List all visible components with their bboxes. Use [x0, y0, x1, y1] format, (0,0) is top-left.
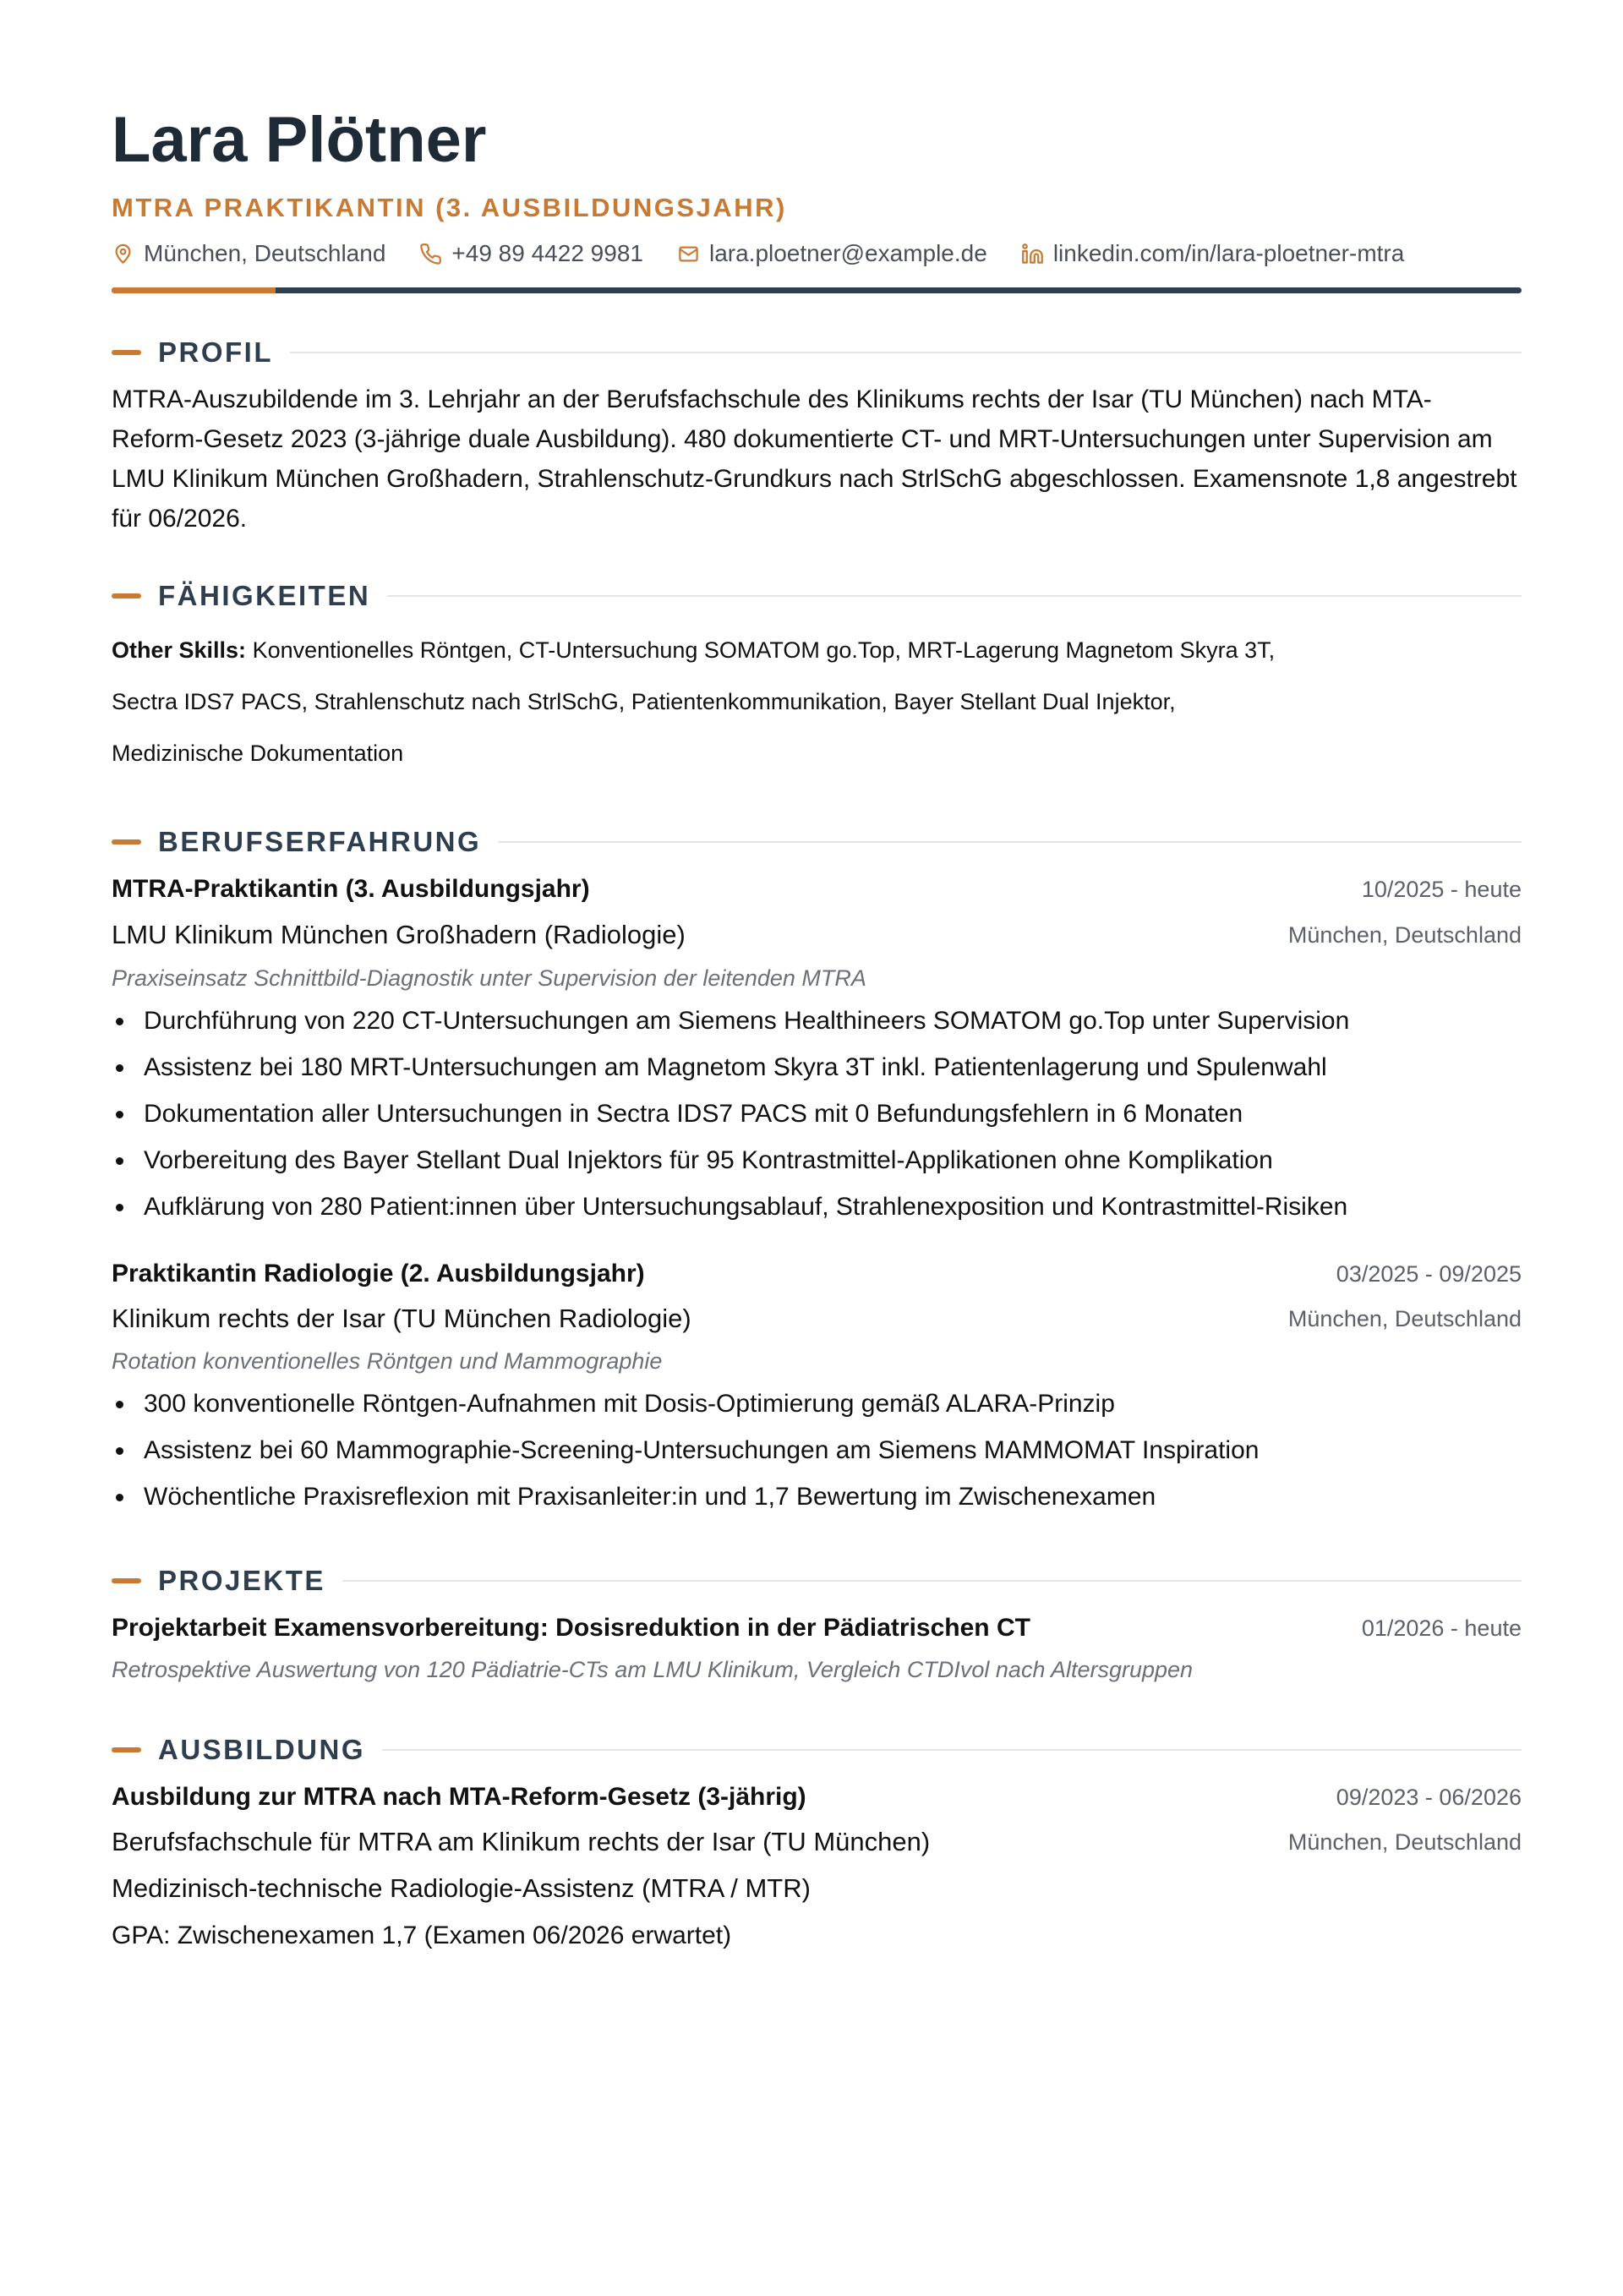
heading-accent-dash — [112, 593, 141, 599]
entry-title-row — [112, 1606, 1522, 1650]
education-entry — [112, 1775, 1522, 1960]
experience-section — [112, 823, 1522, 1520]
list-item: 300 konventionelle Röntgen-Aufnahmen mit Dosis-Optimierung gemäß ALARA-Prinzip — [112, 1380, 1522, 1427]
job-bullets — [112, 998, 1522, 1230]
skills-label: Other Skills: — [112, 637, 247, 663]
profile-text: MTRA-Auszubildende im 3. Lehrjahr an der Berufsfachschule des Klinikums rechts der Isar (TU München) nach MTA-Reform-Gesetz 2023 (3-jährige duale Ausbildung). 480 dokumentierte CT- und MRT-Untersuchungen unter Supervision am LMU Klinikum München Großhadern, Strahlenschutz-Grundkurs nach StrlSchG abgeschlossen. Examensnote 1,8 angestrebt für 06/2026. — [112, 385, 1517, 533]
mail-icon — [677, 243, 700, 265]
skills-list — [112, 625, 1522, 779]
list-item: Wöchentliche Praxisreflexion mit Praxisanleiter:in und 1,7 Bewertung im Zwischenexamen — [112, 1473, 1522, 1520]
heading-accent-dash — [112, 839, 141, 845]
skills-line-1 — [112, 625, 1522, 676]
experience-entry — [112, 1252, 1522, 1520]
entry-title-row — [112, 1252, 1522, 1296]
education-section — [112, 1731, 1522, 1960]
job-title: Praktikantin Radiologie (2. Ausbildungsjahr) — [112, 1260, 645, 1287]
skills-heading — [112, 577, 1522, 615]
job-description: Praxiseinsatz Schnittbild-Diagnostik unter Supervision der leitenden MTRA — [112, 965, 866, 991]
job-location: München, Deutschland — [1287, 921, 1522, 948]
projects-heading — [112, 1562, 1522, 1599]
experience-title: BERUFSERFAHRUNG — [158, 826, 482, 857]
contact-location-text: München, Deutschland — [144, 240, 386, 266]
list-item: Durchführung von 220 CT-Untersuchungen am Siemens Healthineers SOMATOM go.Top unter Supervision — [112, 998, 1522, 1044]
heading-accent-dash — [112, 1578, 141, 1583]
candidate-name: Lara Plötner — [112, 104, 487, 176]
job-organization: LMU Klinikum München Großhadern (Radiologie) — [112, 920, 686, 949]
experience-entry — [112, 867, 1522, 1230]
contact-linkedin[interactable] — [1021, 240, 1405, 267]
heading-accent-dash — [112, 1747, 141, 1752]
skills-line-3: Medizinische Dokumentation — [112, 741, 404, 766]
education-date: 09/2023 - 06/2026 — [1336, 1784, 1522, 1810]
header-divider-accent — [112, 287, 276, 293]
education-location: München, Deutschland — [1287, 1829, 1522, 1855]
skills-section — [112, 577, 1522, 779]
entry-title-row — [112, 1775, 1522, 1819]
contact-phone[interactable] — [419, 240, 643, 267]
skills-line-2: Sectra IDS7 PACS, Strahlenschutz nach StrlSchG, Patientenkommunikation, Bayer Stellant Dual Injektor, — [112, 689, 1176, 714]
entry-org-row — [112, 1819, 1522, 1865]
list-item: Assistenz bei 180 MRT-Untersuchungen am Magnetom Skyra 3T inkl. Patientenlagerung und Spulenwahl — [112, 1044, 1522, 1091]
entry-title-row — [112, 867, 1522, 911]
job-organization: Klinikum rechts der Isar (TU München Radiologie) — [112, 1304, 691, 1333]
job-date: 03/2025 - 09/2025 — [1336, 1260, 1522, 1287]
experience-heading — [112, 823, 1522, 861]
projects-section — [112, 1562, 1522, 1689]
contact-linkedin-text[interactable]: linkedin.com/in/lara-ploetner-mtra — [1052, 240, 1405, 266]
resume-content — [112, 93, 1522, 1960]
heading-accent-dash — [112, 350, 141, 355]
entry-org-row — [112, 911, 1522, 959]
project-entry — [112, 1606, 1522, 1689]
education-heading — [112, 1731, 1522, 1768]
candidate-role: MTRA PRAKTIKANTIN (3. AUSBILDUNGSJAHR) — [112, 193, 787, 222]
project-date: 01/2026 - heute — [1361, 1615, 1522, 1641]
skills-line-1-text: Konventionelles Röntgen, CT-Untersuchung SOMATOM go.Top, MRT-Lagerung Magnetom Skyra 3T, — [252, 637, 1276, 663]
projects-title: PROJEKTE — [158, 1565, 325, 1596]
list-item: Assistenz bei 60 Mammographie-Screening-Untersuchungen am Siemens MAMMOMAT Inspiration — [112, 1427, 1522, 1473]
contact-bar — [112, 240, 1522, 267]
list-item: Aufklärung von 280 Patient:innen über Untersuchungsablauf, Strahlenexposition und Kontrastmittel-Risiken — [112, 1184, 1522, 1230]
resume-header — [112, 104, 1522, 293]
contact-email-text[interactable]: lara.ploetner@example.de — [708, 240, 987, 266]
job-description: Rotation konventionelles Röntgen und Mammographie — [112, 1348, 663, 1374]
skills-title: FÄHIGKEITEN — [158, 580, 371, 611]
header-divider — [112, 287, 1522, 293]
phone-icon — [419, 243, 442, 265]
education-title: AUSBILDUNG — [158, 1734, 365, 1765]
job-location: München, Deutschland — [1287, 1305, 1522, 1331]
map-pin-icon — [112, 243, 134, 265]
heading-rule — [290, 352, 1522, 353]
heading-rule — [342, 1580, 1522, 1582]
profile-section — [112, 334, 1522, 538]
job-title: MTRA-Praktikantin (3. Ausbildungsjahr) — [112, 875, 590, 903]
linkedin-icon — [1021, 243, 1044, 265]
job-bullets — [112, 1380, 1522, 1520]
education-school: Berufsfachschule für MTRA am Klinikum rechts der Isar (TU München) — [112, 1827, 931, 1856]
profile-heading — [112, 334, 1522, 371]
contact-location — [112, 240, 385, 267]
education-title-text: Ausbildung zur MTRA nach MTA-Reform-Gesetz (3-jährig) — [112, 1783, 806, 1811]
education-gpa: GPA: Zwischenexamen 1,7 (Examen 06/2026 erwartet) — [112, 1922, 732, 1949]
profile-title: PROFIL — [158, 336, 273, 368]
list-item: Dokumentation aller Untersuchungen in Sectra IDS7 PACS mit 0 Befundungsfehlern in 6 Monaten — [112, 1091, 1522, 1137]
project-description: Retrospektive Auswertung von 120 Pädiatrie-CTs am LMU Klinikum, Vergleich CTDIvol nach Altersgruppen — [112, 1657, 1194, 1682]
heading-rule — [382, 1749, 1522, 1751]
education-degree: Medizinisch-technische Radiologie-Assistenz (MTRA / MTR) — [112, 1873, 811, 1903]
contact-email[interactable] — [677, 240, 987, 267]
project-title: Projektarbeit Examensvorbereitung: Dosisreduktion in der Pädiatrischen CT — [112, 1614, 1030, 1642]
heading-rule — [498, 841, 1522, 843]
job-date: 10/2025 - heute — [1361, 876, 1522, 902]
list-item: Vorbereitung des Bayer Stellant Dual Injektors für 95 Kontrastmittel-Applikationen ohne Komplikation — [112, 1137, 1522, 1184]
heading-rule — [387, 595, 1522, 597]
contact-phone-text[interactable]: +49 89 4422 9981 — [451, 240, 643, 266]
entry-org-row — [112, 1296, 1522, 1342]
